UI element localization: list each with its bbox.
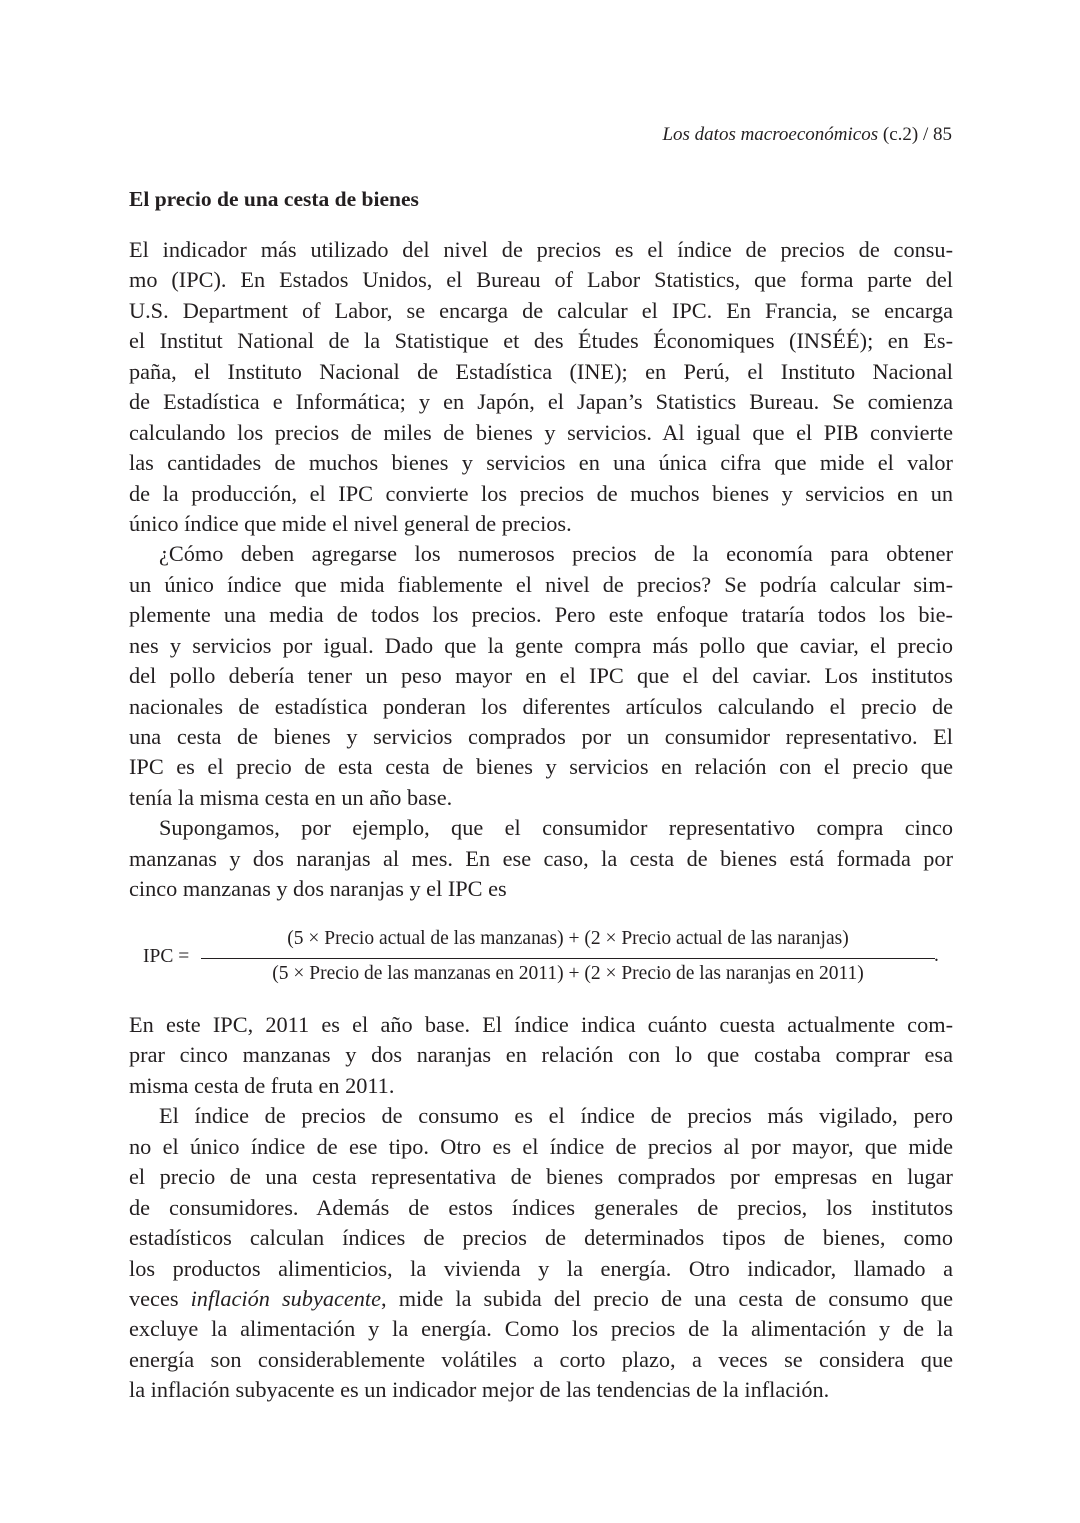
text-line: una cesta de bienes y servicios comprados por un consumidor representativo. El — [129, 724, 953, 749]
text-line: prar cinco manzanas y dos naranjas en relación con lo que costaba comprar esa — [129, 1042, 953, 1068]
text-line: misma cesta de fruta en 2011. — [129, 1072, 395, 1098]
text-segment: veces — [129, 1285, 191, 1311]
text-line: un único índice que mida fiablemente el nivel de precios? Se podría calcular sim- — [129, 571, 953, 597]
text-line: mo (IPC). En Estados Unidos, el Bureau of Labor Statistics, que forma parte del — [129, 267, 953, 293]
paragraph — [129, 539, 953, 813]
text-line: el Institut National de la Statistique et des Études Économiques (INSÉÉ); en Es- — [129, 328, 953, 354]
text-line: estadísticos calculan índices de precios de determinados tipos de bienes, como — [129, 1225, 953, 1251]
text-line: Supongamos, por ejemplo, que el consumidor representativo compra cinco — [159, 815, 953, 841]
text-line: las cantidades de muchos bienes y servicios en una única cifra que mide el valor — [129, 450, 953, 476]
paragraph — [129, 813, 953, 904]
text-line: U.S. Department of Labor, se encarga de calcular el IPC. En Francia, se encarga — [129, 297, 953, 323]
text-line: único índice que mide el nivel general de precios. — [129, 510, 572, 536]
header-separator: / — [922, 124, 929, 145]
text-line: energía son considerablemente volátiles a corto plazo, a veces se considera que — [129, 1346, 953, 1372]
text-line: tenía la misma cesta en un año base. — [129, 784, 453, 810]
text-line: IPC es el precio de esta cesta de bienes y servicios en relación con el precio que — [129, 754, 953, 780]
page-number: 85 — [933, 124, 952, 145]
formula-fraction — [201, 928, 1075, 985]
paragraph — [129, 1101, 953, 1405]
chapter-ref: (c.2) — [882, 124, 919, 145]
text-line: excluye la alimentación y la energía. Como los precios de la alimentación y de la — [129, 1316, 953, 1342]
text-line: los productos alimenticios, la vivienda y la energía. Otro indicador, llamado a — [129, 1255, 953, 1281]
text-line: la inflación subyacente es un indicador mejor de las tendencias de la inflación. — [129, 1377, 830, 1403]
body-text-before-formula — [129, 235, 953, 905]
text-line: nes y servicios por igual. Dado que la gente compra más pollo que caviar, el precio — [129, 632, 953, 658]
text-line: de Estadística e Informática; y en Japón, el Japan’s Statistics Bureau. Se comienza — [129, 389, 953, 415]
text-line: del pollo debería tener un peso mayor en el IPC que el del caviar. Los institutos — [129, 663, 953, 689]
italic-term: inflación subyacente — [190, 1285, 382, 1311]
section-heading: El precio de una cesta de bienes — [129, 187, 419, 211]
text-line: nacionales de estadística ponderan los diferentes artículos calculando el precio de — [129, 693, 953, 719]
text-segment: , mide la subida del precio de una cesta de consumo que — [381, 1285, 953, 1311]
text-line: El indicador más utilizado del nivel de precios es el índice de precios de consu- — [129, 237, 953, 262]
text-line: ¿Cómo deben agregarse los numerosos precios de la economía para obtener — [159, 541, 953, 567]
text-line: no el único índice de ese tipo. Otro es el índice de precios al por mayor, que mide — [129, 1133, 953, 1159]
text-line: calculando los precios de miles de bienes y servicios. Al igual que el PIB convierte — [129, 419, 953, 445]
text-line: El índice de precios de consumo es el índice de precios más vigilado, pero — [159, 1103, 953, 1129]
text-line: cinco manzanas y dos naranjas y el IPC es — [129, 876, 507, 902]
formula-lhs: IPC = — [143, 946, 190, 967]
text-line: el precio de una cesta representativa de bienes comprados por empresas en lugar — [129, 1164, 953, 1190]
paragraph — [129, 1010, 953, 1101]
text-line: En este IPC, 2011 es el año base. El índice indica cuánto cuesta actualmente com- — [129, 1012, 953, 1037]
text-line: de la producción, el IPC convierte los precios de muchos bienes y servicios en un — [129, 480, 953, 506]
text-line: de consumidores. Además de estos índices generales de precios, los institutos — [129, 1194, 953, 1220]
formula-denominator: (5 × Precio de las manzanas en 2011) + (2 × Precio de las naranjas en 2011) — [272, 963, 864, 984]
body-text-after-formula — [129, 1010, 953, 1406]
text-line — [129, 1284, 953, 1314]
formula-period: . — [934, 945, 939, 966]
text-line: plemente una media de todos los precios. Pero este enfoque trataría todos los bie- — [129, 602, 953, 628]
running-header — [662, 124, 952, 146]
paragraph — [129, 235, 953, 539]
text-line: paña, el Instituto Nacional de Estadística (INE); en Perú, el Instituto Nacional — [129, 358, 953, 384]
formula-numerator: (5 × Precio actual de las manzanas) + (2 × Precio actual de las naranjas) — [287, 928, 849, 949]
text-line: manzanas y dos naranjas al mes. En ese caso, la cesta de bienes está formada por — [129, 845, 953, 871]
running-title: Los datos macroeconómicos — [662, 124, 879, 145]
